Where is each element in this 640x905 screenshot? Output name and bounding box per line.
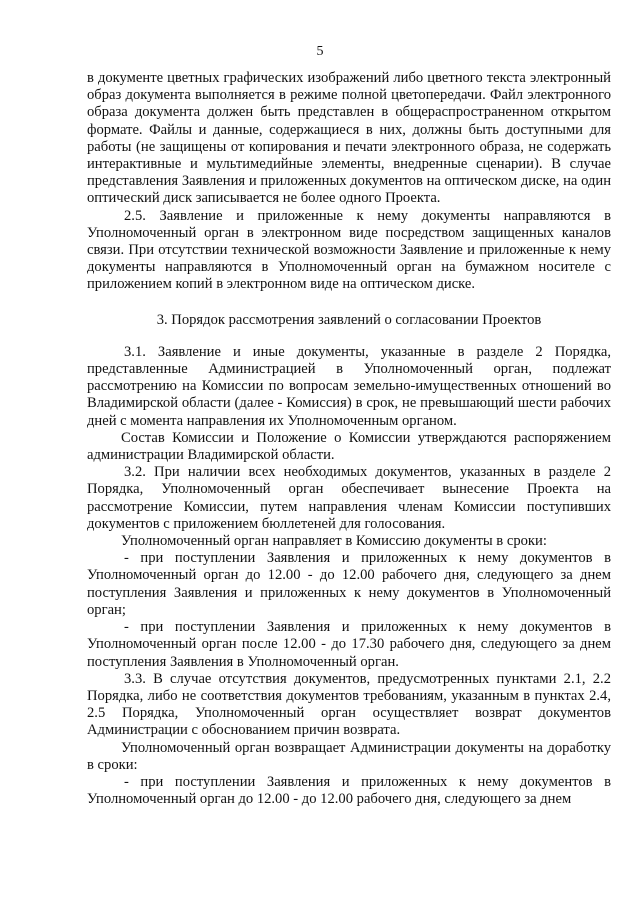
- section-heading: 3. Порядок рассмотрения заявлений о согласовании Проектов: [156, 311, 542, 328]
- document-body: [87, 70, 611, 808]
- paragraph-3-2: 3.2. При наличии всех необходимых документов, указанных в разделе 2 Порядка, Уполномоченный орган обеспечивает вынесение Проекта на рассмотрение Комиссии, путем направления членам Комиссии поступивших документов с приложением бюллетеней для голосования.: [87, 464, 611, 532]
- list-item-after-noon: - при поступлении Заявления и приложенных к нему документов в Уполномоченный орган после 12.00 - до 17.30 рабочего дня, следующего за днем поступления Заявления в Уполномоченный орган.: [87, 619, 611, 670]
- paragraph-continuation: в документе цветных графических изображений либо цветного текста электронный образ документа выполняется в режиме полной цветопередачи. Файл электронного образа документа должен быть представлен в общераспространенном открытом формате. Файлы и данные, содержащиеся в них, должны быть доступными для работы (не защищены от копирования и печати электронного образа, не содержать интерактивные и мультимедийные элементы, внедренные сценарии). В случае представления Заявления и приложенных документов на оптическом диске, на один оптический диск записывается не более одного Проекта.: [87, 70, 611, 207]
- list-item-before-noon: - при поступлении Заявления и приложенных к нему документов в Уполномоченный орган до 12.00 - до 12.00 рабочего дня, следующего за днем поступления Заявления и приложенных к нему документов в Уполномоченный орган;: [87, 550, 611, 618]
- paragraph-3-1: 3.1. Заявление и иные документы, указанные в разделе 2 Порядка, представленные Администрацией в Уполномоченный орган, подлежат рассмотрению на Комиссии по вопросам земельно-имущественных отношений во Владимирской области (далее - Комиссия) в срок, не превышающий шести рабочих дней с момента направления их Уполномоченным органом.: [87, 343, 611, 429]
- paragraph-2-5: 2.5. Заявление и приложенные к нему документы направляются в Уполномоченный орган в электронном виде посредством защищенных каналов связи. При отсутствии технической возможности Заявление и приложенные к нему документы направляются в Уполномоченный орган на бумажном носителе с приложением копий в электронном виде на оптическом диске.: [87, 207, 611, 293]
- page-number: 5: [316, 44, 324, 59]
- paragraph-deadlines-intro: Уполномоченный орган направляет в Комиссию документы в сроки:: [121, 533, 547, 550]
- paragraph-commission-composition: Состав Комиссии и Положение о Комиссии утверждаются распоряжением администрации Владимирской области.: [87, 429, 611, 464]
- list-item-return-before-noon: - при поступлении Заявления и приложенных к нему документов в Уполномоченный орган до 12.00 - до 12.00 рабочего дня, следующего за днем: [87, 773, 611, 808]
- paragraph-3-3: 3.3. В случае отсутствия документов, предусмотренных пунктами 2.1, 2.2 Порядка, либо не соответствия документов требованиям, указанным в пунктах 2.4, 2.5 Порядка, Уполномоченный орган осуществляет возврат документов Администрации с обоснованием причин возврата.: [87, 670, 611, 739]
- paragraph-return-deadlines-intro: Уполномоченный орган возвращает Администрации документы на доработку в сроки:: [87, 739, 611, 773]
